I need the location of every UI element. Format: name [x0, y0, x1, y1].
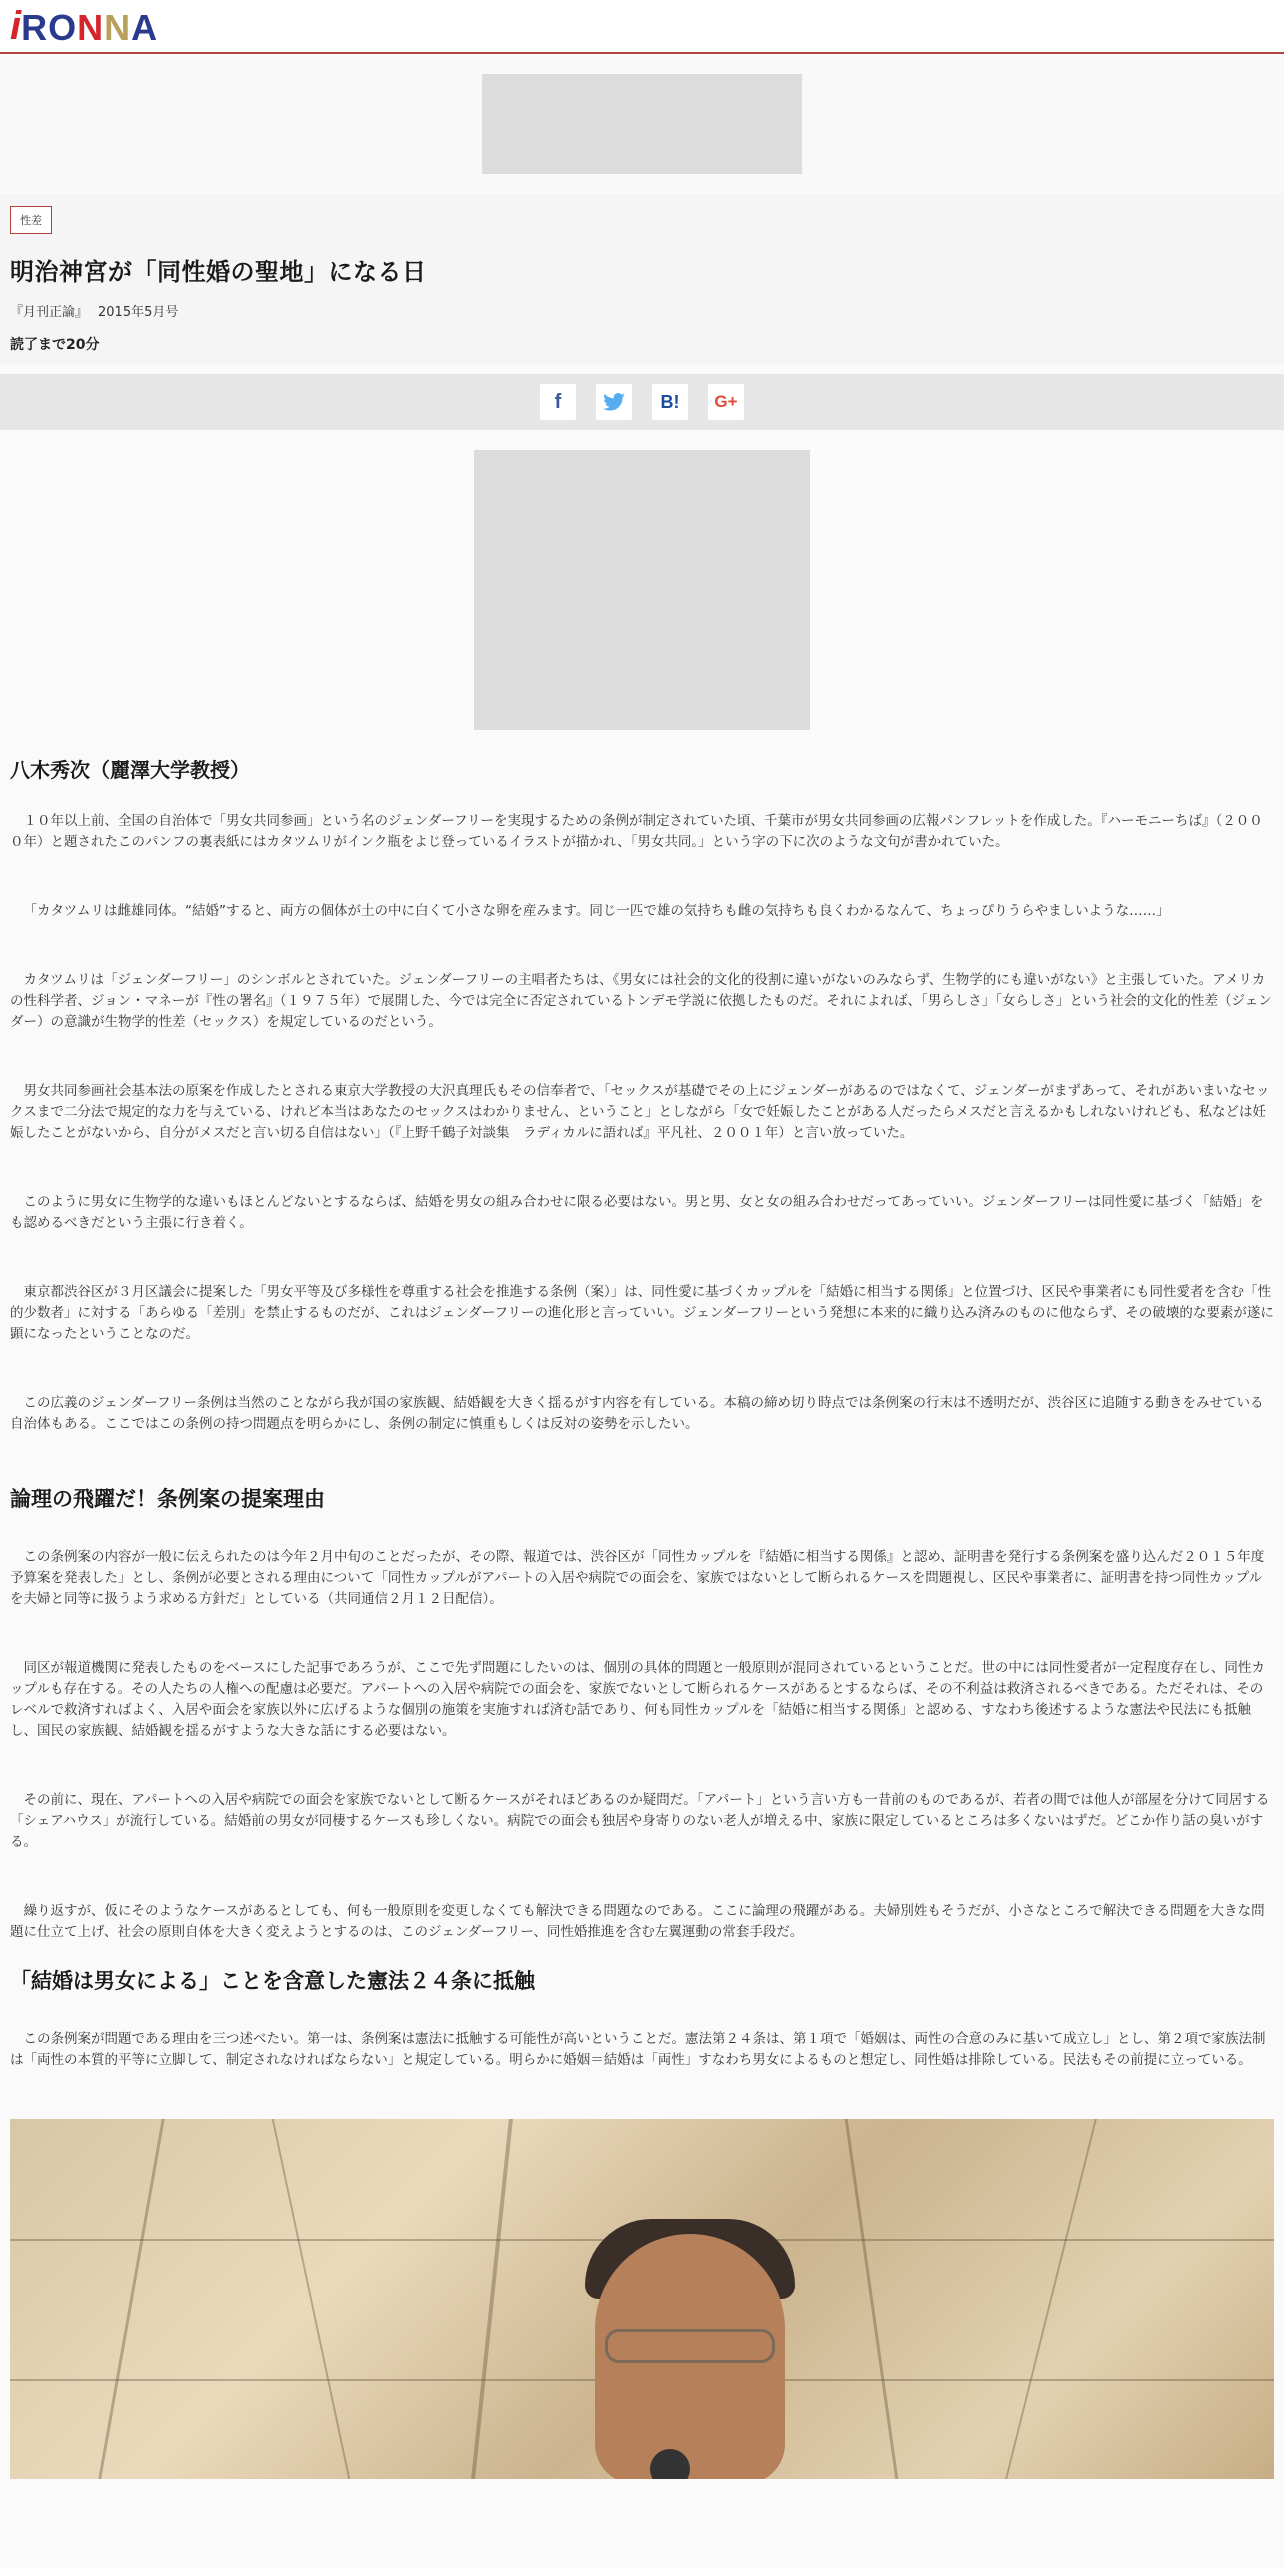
body-paragraph: 男女共同参画社会基本法の原案を作成したとされる東京大学教授の大沢真理氏もその信奉者で、「セックスが基礎でその上にジェンダーがあるのではなくて、ジェンダーがまずあって、それがあいまいなセックスまで二分法で規定的な力を与えている、けれど本当はあなたのセックスはわかりません、ということ」としながら「女で妊娠したことがある人だったらメスだと言えるかもしれないけれども、私などは妊娠したことがないから、自分がメスだと言い切る自信はない」（『上野千鶴子対談集 ラディカルに語れば』平凡社、２００１年）と言い放っていた。	[10, 1083, 1270, 1141]
body-paragraph: 同区が報道機関に発表したものをベースにした記事であろうが、ここで先ず問題にしたいのは、個別の具体的問題と一般原則が混同されているということだ。世の中には同性愛者が一定程度存在し、同性カップルも存在する。その人たちの人権への配慮は必要だ。アパートへの入居や病院での面会を、家族でないとして断られるケースがあるとするならば、その不利益は救済されるべきである。ただそれは、そのレベルで救済すればよく、入居や面会を家族以外に広げるような個別の施策を実施すれば済む話であり、何も同性カップルを「結婚に相当する関係」と認める、すなわち後述するような憲法や民法にも抵触し、国民の家族観、結婚観を揺るがすような大きな話にする必要はない。	[10, 1660, 1265, 1739]
article-source	[10, 301, 1274, 320]
middle-ad-area	[0, 430, 1284, 750]
google-plus-share-button[interactable]	[708, 384, 744, 420]
article-header	[0, 194, 1284, 364]
glasses	[605, 2329, 775, 2363]
body-paragraph: その前に、現在、アパートへの入居や病院での面会を家族でないとして断るケースがそれほどあるのか疑問だ。「アパート」という言い方も一昔前のものであるが、若者の間では他人が部屋を分けて同居する「シェアハウス」が流行している。結婚前の男女が同棲するケースも珍しくない。病院での面会も独居や身寄りのない老人が増える中、家族に限定しているところは多くないはずだ。どこか作り話の臭いがする。	[10, 1792, 1270, 1850]
body-paragraph: 東京都渋谷区が３月区議会に提案した「男女平等及び多様性を尊重する社会を推進する条例（案）」は、同性愛に基づくカップルを「結婚に相当する関係」と位置づけ、区民や事業者にも同性愛者を含む「性的少数者」に対する「あらゆる「差別」を禁止するものだが、これはジェンダーフリーの進化形と言っていい。ジェンダーフリーという発想に本来的に織り込み済みのものに他ならず、その破壊的な要素が遂に顕になったということなのだ。	[10, 1284, 1274, 1342]
site-header	[0, 0, 1284, 54]
logo-letter: A	[131, 7, 159, 48]
hatena-bookmark-button[interactable]	[652, 384, 688, 420]
body-paragraph: カタツムリは「ジェンダーフリー」のシンボルとされていた。ジェンダーフリーの主唱者たちは、《男女には社会的文化的役割に違いがないのみならず、生物学的にも違いがない》と主張していた。アメリカの性科学者、ジョン・マネーが『性の署名』（１９７５年）で展開した、今では完全に否定されているトンデモ学説に依拠したものだ。それによれば、「男らしさ」「女らしさ」という社会的文化的性差（ジェンダー）の意識が生物学的性差（セックス）を規定しているのだという。	[10, 972, 1272, 1030]
source-date: 2015年5月号	[98, 305, 179, 320]
facebook-icon: f	[554, 390, 562, 413]
body-paragraph: １０年以上前、全国の自治体で「男女共同参画」という名のジェンダーフリーを実現するための条例が制定されていた頃、千葉市が男女共同参画の広報パンフレットを作成した。『ハーモニーちば』（２０００年）と題されたこのパンフの裏表紙にはカタツムリがインク瓶をよじ登っているイラストが描かれ、「男女共同。」という字の下に次のような文句が書かれていた。	[10, 813, 1263, 850]
author-name: 八木秀次（麗澤大学教授）	[10, 758, 250, 782]
body-paragraph: この広義のジェンダーフリー条例は当然のことながら我が国の家族観、結婚観を大きく揺るがす内容を有している。本稿の締め切り時点では条例案の行末は不透明だが、渋谷区に追随する動きをみせている自治体もある。ここではこの条例の持つ問題点を明らかにし、条例の制定に慎重もしくは反対の姿勢を示したい。	[10, 1395, 1264, 1432]
logo-letter: N	[104, 7, 132, 48]
body-paragraph: この条例案が問題である理由を三つ述べたい。第一は、条例案は憲法に抵触する可能性が高いということだ。憲法第２４条は、第１項で「婚姻は、両性の合意のみに基いて成立し」とし、第２項で家族法制は「両性の本質的平等に立脚して、制定されなければならない」と規定している。明らかに婚姻＝結婚は「両性」すなわち男女によるものと想定し、同性婚は排除している。民法もその前提に立っている。	[10, 2031, 1266, 2068]
twitter-icon	[603, 393, 625, 411]
logo-letter: R	[21, 7, 49, 48]
section-heading: 「結婚は男女による」ことを含意した憲法２４条に抵触	[10, 1969, 535, 1993]
hatena-bookmark-icon: B!	[660, 391, 680, 412]
article-body	[0, 754, 1284, 2071]
top-ad-placeholder[interactable]	[482, 74, 802, 174]
read-time: 読了まで20分	[10, 337, 100, 353]
top-ad-area	[0, 54, 1284, 194]
article-photo	[10, 2119, 1274, 2479]
logo-wordmark	[21, 7, 159, 48]
section-heading: 論理の飛躍だ！条例案の提案理由	[10, 1487, 325, 1511]
logo-i: i	[10, 4, 22, 48]
facebook-share-button[interactable]	[540, 384, 576, 420]
body-paragraph: 繰り返すが、仮にそのようなケースがあるとしても、何も一般原則を変更しなくても解決できる問題なのである。ここに論理の飛躍がある。夫婦別姓もそうだが、小さなところで解決できる問題を大きな問題に仕立て上げ、社会の原則自体を大きく変えようとするのは、このジェンダーフリー、同性婚推進を含む左翼運動の常套手段だ。	[10, 1903, 1265, 1940]
twitter-share-button[interactable]	[596, 384, 632, 420]
article-title: 明治神宮が「同性婚の聖地」になる日	[10, 258, 427, 286]
middle-ad-placeholder[interactable]	[474, 450, 810, 730]
body-paragraph: 「カタツムリは雌雄同体。“結婚”すると、両方の個体が土の中に白くて小さな卵を産みます。同じ一匹で雄の気持ちも雌の気持ちも良くわかるなんて、ちょっぴりうらやましいような……」	[23, 903, 1170, 919]
google-plus-icon: G+	[714, 392, 738, 411]
source-magazine: 『月刊正論』	[10, 305, 89, 320]
logo-letter: N	[77, 7, 105, 48]
body-paragraph: この条例案の内容が一般に伝えられたのは今年２月中旬のことだったが、その際、報道では、渋谷区が「同性カップルを『結婚に相当する関係』と認め、証明書を発行する条例案を盛り込んだ２０１５年度予算案を発表した」とし、条例が必要とされる理由について「同性カップルがアパートの入居や病院での面会を、家族ではないとして断られるケースを問題視し、区民や事業者に、証明書を持つ同性カップルを夫婦と同等に扱うよう求める方針だ」としている（共同通信２月１２日配信）。	[10, 1549, 1265, 1607]
share-bar	[0, 374, 1284, 430]
body-paragraph: このように男女に生物学的な違いもほとんどないとするならば、結婚を男女の組み合わせに限る必要はない。男と男、女と女の組み合わせだってあっていい。ジェンダーフリーは同性愛に基づく「結婚」をも認めるべきだという主張に行き着く。	[10, 1194, 1264, 1231]
category-tag[interactable]: 性差	[10, 206, 52, 234]
ironna-logo[interactable]	[10, 6, 158, 46]
logo-letter: O	[48, 7, 78, 48]
